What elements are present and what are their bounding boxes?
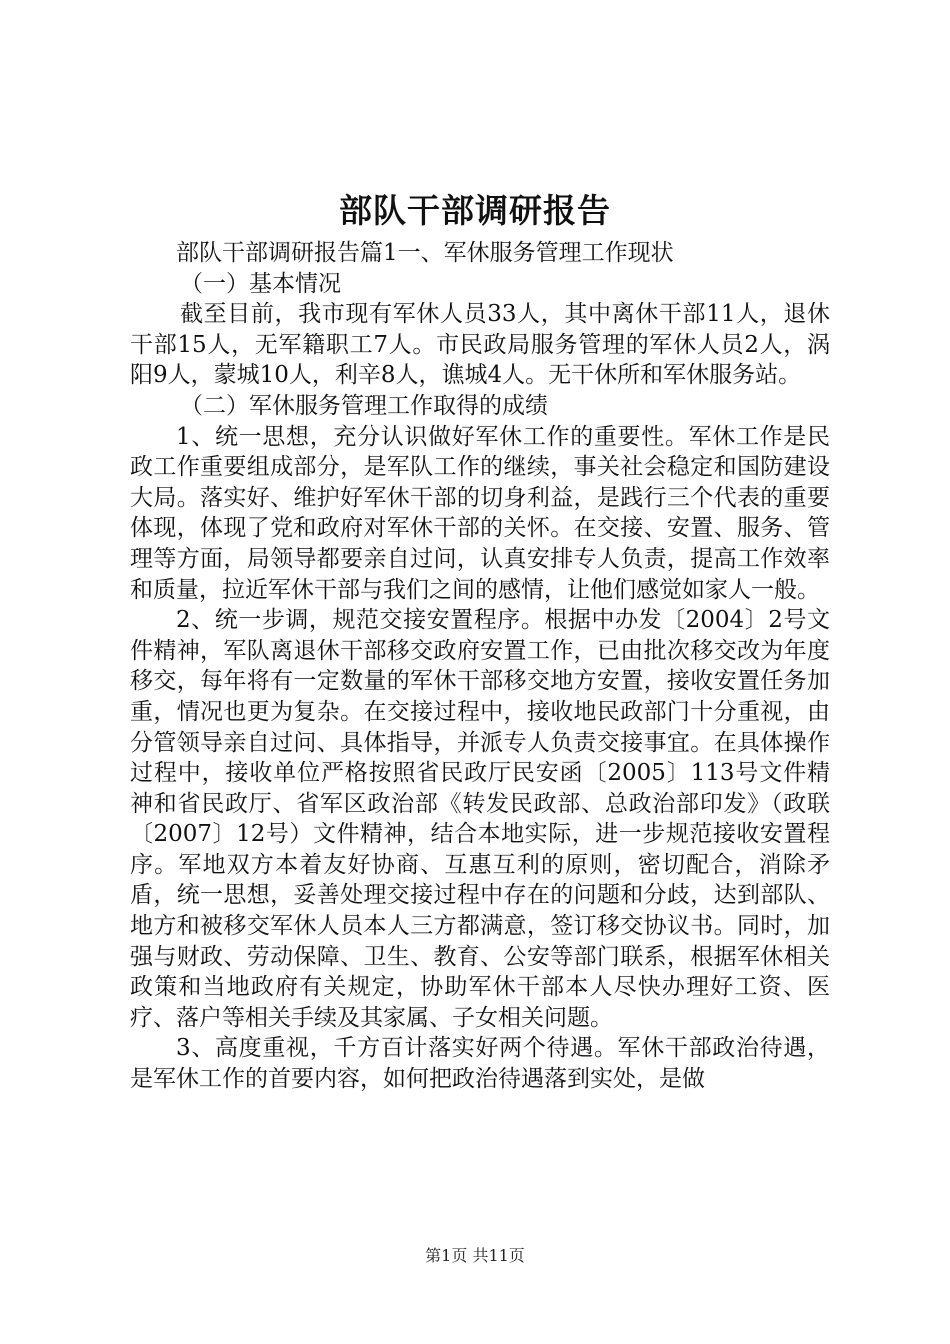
section-heading-basic: （一）基本情况 [180,270,341,297]
document-title: 部队干部调研报告 [339,191,611,230]
page-footer: 第1页 共11页 [425,1246,525,1265]
section-heading-achievements: （二）军休服务管理工作取得的成绩 [180,392,548,419]
paragraph-intro: 部队干部调研报告篇1一、军休服务管理工作现状 [176,240,674,266]
paragraph-point-3: 3、高度重视，千方百计落实好两个待遇。军休干部政治待遇，是军休工作的首要内容，如何把政治待遇落到实处，是做 [130,1035,830,1093]
document-body [130,238,830,1095]
paragraph-point-2: 2、统一步调，规范交接安置程序。根据中办发〔2004〕2号文件精神，军队离退休干部移交政府安置工作，已由批次移交改为年度移交，每年将有一定数量的军休干部移交地方安置，接收安置任务加重，情况也更为复杂。在交接过程中，接收地民政部门十分重视，由分管领导亲自过问、具体指导，并派专人负责交接事宜。在具体操作过程中，接收单位严格按照省民政厅民安函〔2005〕113号文件精神和省民政厅、省军区政治部《转发民政部、总政治部印发》（政联〔2007〕12号）文件精神，结合本地实际，进一步规范接收安置程序。军地双方本着友好协商、互惠互利的原则，密切配合，消除矛盾，统一思想，妥善处理交接过程中存在的问题和分歧，达到部队、地方和被移交军休人员本人三方都满意，签订移交协议书。同时，加强与财政、劳动保障、卫生、教育、公安等部门联系，根据军休相关政策和当地政府有关规定，协助军休干部本人尽快办理好工资、医疗、落户等相关手续及其家属、子女相关问题。 [130,607,830,1031]
paragraph-point-1: 1、统一思想，充分认识做好军休工作的重要性。军休工作是民政工作重要组成部分，是军队工作的继续，事关社会稳定和国防建设大局。落实好、维护好军休干部的切身利益，是践行三个代表的重要体现，体现了党和政府对军休干部的关怀。在交接、安置、服务、管理等方面，局领导都要亲自过问，认真安排专人负责，提高工作效率和质量，拉近军休干部与我们之间的感情，让他们感觉如家人一般。 [130,423,830,603]
paragraph-basic-info: 截至目前，我市现有军休人员33人，其中离休干部11人，退休干部15人，无军籍职工7人。市民政局服务管理的军休人员2人，涡阳9人，蒙城10人，利辛8人，谯城4人。无干休所和军休服务站。 [130,301,830,389]
